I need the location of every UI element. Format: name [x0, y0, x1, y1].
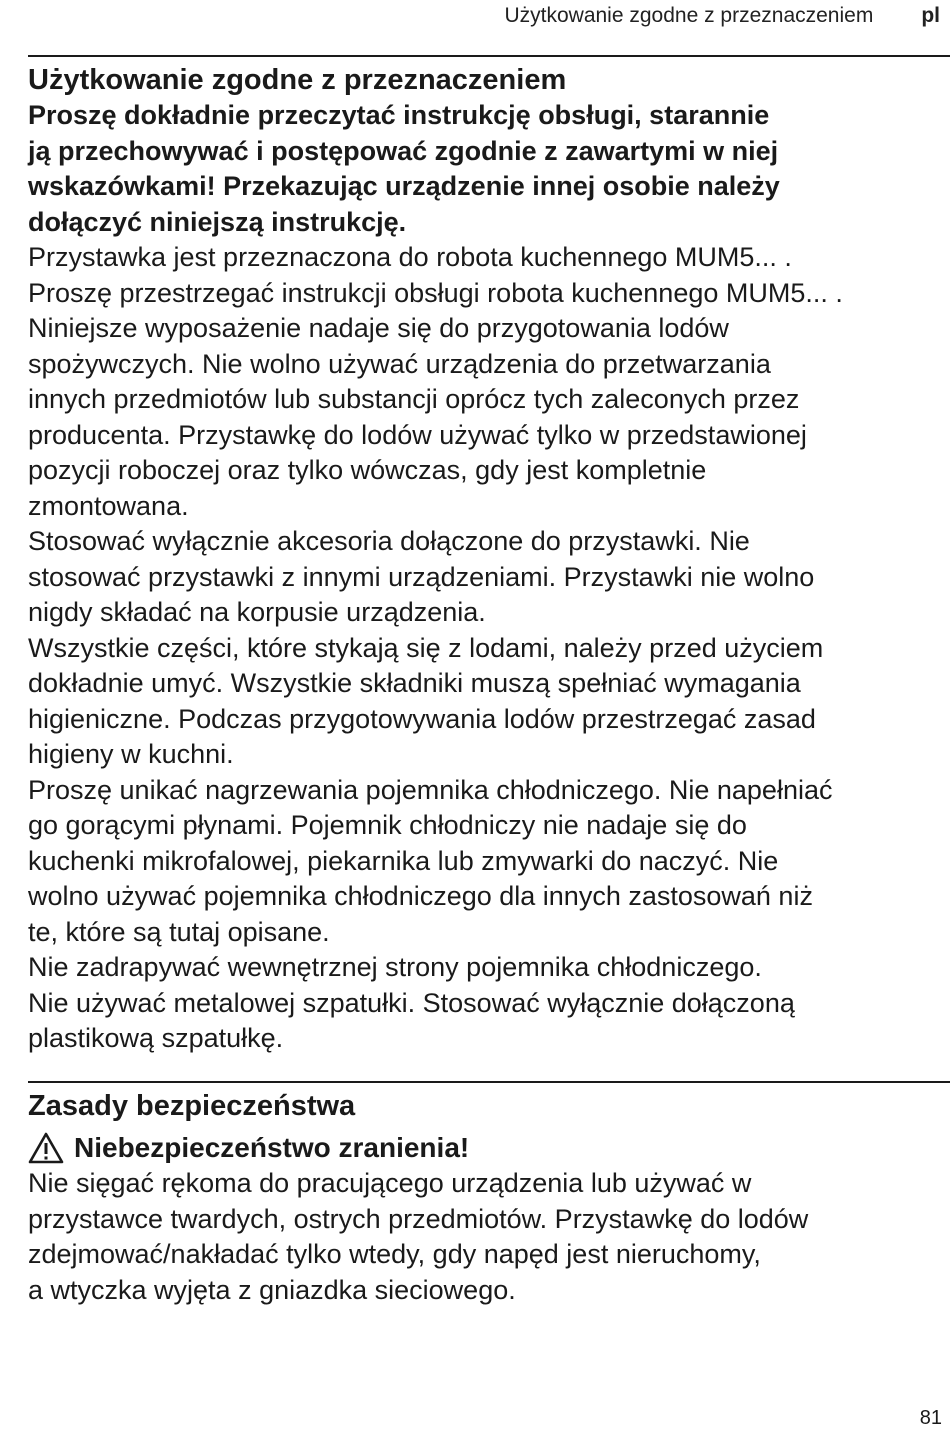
body-line: nigdy składać na korpusie urządzenia. — [28, 597, 486, 627]
body-line: dokładnie umyć. Wszystkie składniki muszą spełniać wymagania — [28, 668, 801, 698]
body-line: producenta. Przystawkę do lodów używać tylko w przedstawionej — [28, 419, 807, 450]
intended-use-section — [28, 62, 938, 1057]
warning-triangle-icon — [28, 1132, 64, 1164]
body-line: stosować przystawki z innymi urządzeniami. Przystawki nie wolno — [28, 561, 815, 592]
body-line: Niniejsze wyposażenie nadaje się do przygotowania lodów — [28, 313, 729, 343]
body-line: Nie używać metalowej szpatułki. Stosować wyłącznie dołączoną — [28, 987, 795, 1018]
body-line: Nie zadrapywać wewnętrznej strony pojemnika chłodniczego. — [28, 952, 762, 982]
lead-line: ją przechowywać i postępować zgodnie z zawartymi w niej — [28, 135, 779, 166]
body-line: kuchenki mikrofalowej, piekarnika lub zmywarki do naczyć. Nie — [28, 845, 779, 876]
body-line: przystawce twardych, ostrych przedmiotów. Przystawkę do lodów — [28, 1203, 809, 1234]
body-line: Stosować wyłącznie akcesoria dołączone do przystawki. Nie — [28, 526, 750, 556]
body-line: plastikową szpatułkę. — [28, 1023, 284, 1053]
page-number: 81 — [919, 1407, 942, 1429]
body-line: pozycji roboczej oraz tylko wówczas, gdy jest kompletnie — [28, 455, 707, 485]
body-line: a wtyczka wyjęta z gniazdka sieciowego. — [28, 1274, 516, 1305]
warning-heading — [28, 1130, 938, 1166]
intended-use-lead — [28, 98, 938, 240]
header-rule — [28, 55, 950, 57]
body-line: wolno używać pojemnika chłodniczego dla innych zastosowań niż — [28, 881, 813, 911]
body-line: zmontowana. — [28, 490, 189, 521]
safety-section — [28, 1088, 938, 1308]
running-title: Użytkowanie zgodne z przeznaczeniem — [504, 4, 874, 27]
body-line: go gorącymi płynami. Pojemnik chłodniczy nie nadaje się do — [28, 810, 747, 840]
body-line: Proszę przestrzegać instrukcji obsługi robota kuchennego MUM5... . — [28, 277, 843, 308]
body-line: zdejmować/nakładać tylko wtedy, gdy napęd jest nieruchomy, — [28, 1239, 761, 1269]
lead-line: Proszę dokładnie przeczytać instrukcję obsługi, starannie — [28, 100, 770, 130]
section-rule — [28, 1081, 950, 1083]
body-line: Nie sięgać rękoma do pracującego urządzenia lub używać w — [28, 1168, 752, 1198]
body-line: te, które są tutaj opisane. — [28, 916, 330, 947]
body-line: innych przedmiotów lub substancji oprócz tych zaleconych przez — [28, 384, 800, 414]
body-line: Przystawka jest przeznaczona do robota kuchennego MUM5... . — [28, 242, 792, 272]
body-line: spożywczych. Nie wolno używać urządzenia do przetwarzania — [28, 348, 771, 379]
running-header — [504, 4, 940, 28]
language-code: pl — [921, 4, 940, 27]
section-title-safety: Zasady bezpieczeństwa — [28, 1090, 356, 1122]
lead-line: dołączyć niniejszą instrukcję. — [28, 206, 407, 237]
lead-line: wskazówkami! Przekazując urządzenie innej osobie należy — [28, 171, 780, 201]
safety-body — [28, 1166, 938, 1308]
body-line: higieny w kuchni. — [28, 739, 234, 769]
section-title-intended-use: Użytkowanie zgodne z przeznaczeniem — [28, 64, 567, 96]
body-line: higieniczne. Podczas przygotowywania lodów przestrzegać zasad — [28, 703, 816, 734]
body-line: Proszę unikać nagrzewania pojemnika chłodniczego. Nie napełniać — [28, 774, 833, 805]
body-line: Wszystkie części, które stykają się z lodami, należy przed użyciem — [28, 632, 824, 663]
warning-title: Niebezpieczeństwo zranienia! — [74, 1132, 470, 1163]
intended-use-body — [28, 240, 938, 1057]
